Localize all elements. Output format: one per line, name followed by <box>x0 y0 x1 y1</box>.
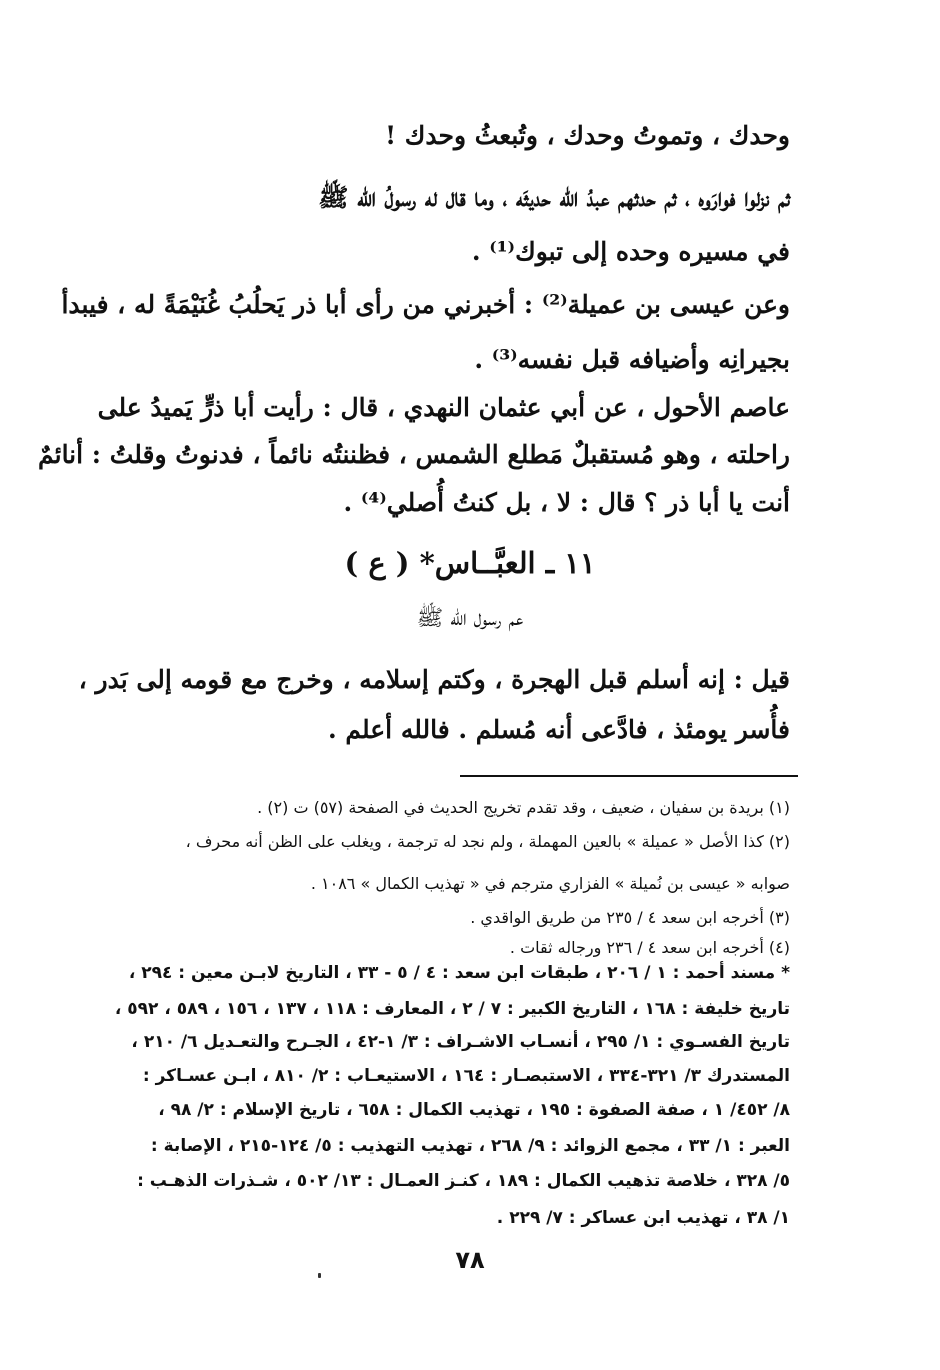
sources-line-3: تاريخ الفسـوي : ١/ ٢٩٥ ، أنسـاب الاشـراف : ٣/ ١-٤٢ ، الجـرح والتعـديل ٦/ ٢١٠ ، <box>131 1032 790 1052</box>
sources-line-4: المستدرك ٣/ ٣٢١-٣٣٤ ، الاستبصـار : ١٦٤ ، الاستيعـاب : ٢/ ٨١٠ ، ابـن عسـاكر : <box>142 1066 790 1086</box>
sources-line-6: العبر : ١/ ٣٣ ، مجمع الزوائد : ٩/ ٢٦٨ ، تهذيب التهذيب : ٥/ ١٢٤-٢١٥ ، الإصابة : <box>150 1136 790 1156</box>
body-line-5: بجيرانِه وأضيافه قبل نفسه⁽³⁾ . <box>474 345 790 374</box>
sources-line-8: ١/ ٣٨ ، تهذيب ابن عساكر : ٧/ ٢٢٩ . <box>496 1208 790 1228</box>
section-body-line-2: فأُسر يومئذ ، فادَّعى أنه مُسلم . فالله أعلم . <box>327 715 790 744</box>
body-line-3: في مسيره وحده إلى تبوك⁽¹⁾ . <box>471 237 790 266</box>
sources-line-5: ٨/ ٤٥٢/ ١ ، صفة الصفوة : ١٩٥ ، تهذيب الكمال : ٦٥٨ ، تاريخ الإسلام : ٢/ ٩٨ ، <box>158 1100 790 1120</box>
footnote-4: (٤) أخرجه ابن سعد ٤ / ٢٣٦ ورجاله ثقات . <box>509 938 790 957</box>
sources-line-1: * مسند أحمد : ١ / ٢٠٦ ، طبقات ابن سعد : ٤ / ٥ - ٣٣ ، التاريخ لابـن معين : ٢٩٤ ، <box>128 963 790 983</box>
body-line-4: وعن عيسى بن عميلة⁽²⁾ : أخبرني من رأى أبا ذر يَحلُبُ غُنَيْمَةً له ، فيبدأ <box>61 290 790 319</box>
body-line-6: عاصم الأحول ، عن أبي عثمان النهدي ، قال : رأيت أبا ذرٍّ يَميدُ على <box>97 393 790 422</box>
section-body-line-1: قيل : إنه أسلم قبل الهجرة ، وكتم إسلامه ، وخرج مع قومه إلى بَدر ، <box>78 665 790 694</box>
sources-line-7: ٥/ ٣٢٨ ، خلاصة تذهيب الكمال : ١٨٩ ، كنـز العمـال : ١٣/ ٥٠٢ ، شـذرات الذهـب : <box>137 1171 790 1191</box>
footnote-separator <box>460 775 798 777</box>
footnote-1: (١) بريدة بن سفيان ، ضعيف ، وقد تقدم تخريج الحديث في الصفحة (٥٧) ت (٢) . <box>257 798 790 817</box>
print-speck <box>318 1273 321 1278</box>
footnote-2: (٢) كذا الأصل « عميلة » بالعين المهملة ، ولم نجد له ترجمة ، ويغلب على الظن أنه محرف ، <box>185 832 790 851</box>
footnote-2-continuation: صوابه « عيسى بن نُميلة » الفزاري مترجم في « تهذيب الكمال » ١٠٨٦ . <box>310 874 790 893</box>
sources-line-2: تاريخ خليفة : ١٦٨ ، التاريخ الكبير : ٧ / ٢ ، المعارف : ١١٨ ، ١٣٧ ، ١٥٦ ، ٥٨٩ ، ٥٩٢ ، <box>114 999 790 1019</box>
body-line-2: ثم نزلوا فوارَوه ، ثم حدثهم عبدُ الله حديثَه ، وما قال له رسولُ الله ﷺ <box>318 183 790 212</box>
footnote-3: (٣) أخرجه ابن سعد ٤ / ٢٣٥ من طريق الواقدي . <box>470 908 790 927</box>
body-line-8: أنت يا أبا ذر ؟ قال : لا ، بل كنتُ أُصلي⁽⁴⁾ . <box>343 488 790 517</box>
body-line-1: وحدك ، وتموتُ وحدك ، وتُبعثُ وحدك ! <box>385 121 790 150</box>
body-line-7: راحلته ، وهو مُستقبلٌ مَطلع الشمس ، فظننتُه نائماً ، فدنوتُ وقلتُ : أنائمٌ <box>37 440 790 469</box>
section-title: ١١ ـ العبَّــاس* ( ع ) <box>344 546 596 580</box>
page-number: ٧٨ <box>455 1246 485 1274</box>
section-subtitle: عم رسول الله ﷺ <box>416 606 524 631</box>
